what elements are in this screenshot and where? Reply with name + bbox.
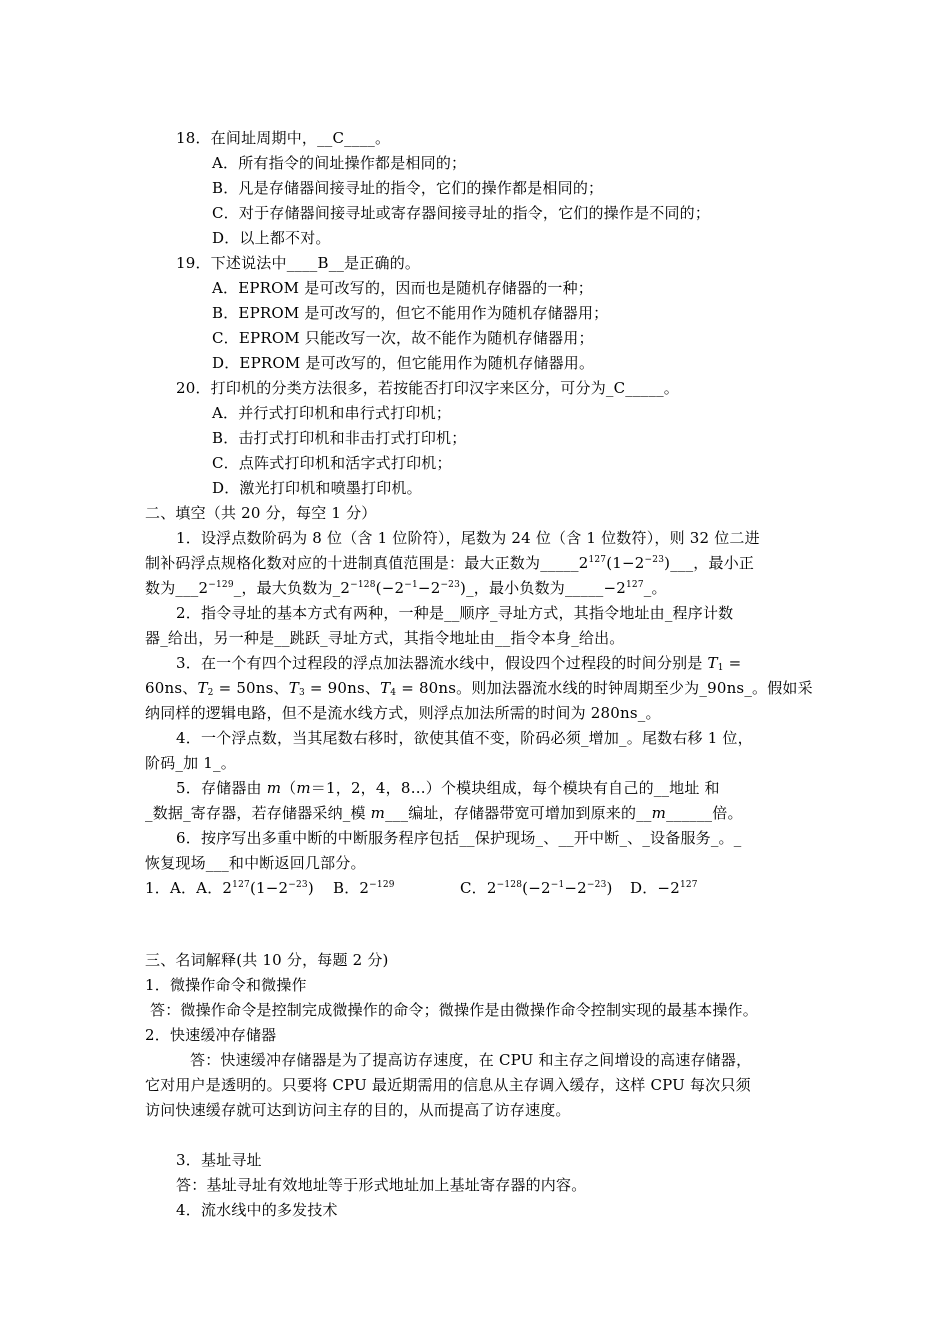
fill-5-line-1: 5．存储器由 m（m＝1，2，4，8…）个模块组成，每个模块有自己的__地址 和 [176, 779, 720, 797]
fill-4-line-2: 阶码_加 1_。 [145, 754, 236, 772]
fill-3-line-3: 纳同样的逻辑电路，但不是流水线方式，则浮点加法所需的时间为 280ns_。 [145, 704, 661, 722]
question-19-stem: 19．下述说法中____B__是正确的。 [176, 254, 421, 272]
fill-1-line-3: 数为$\_\_\_2^{-129}\_$，最大负数为$\_2^{-128}(-2^{-1}-2^{-23})\_$，最小负数为$\_\_\_\_\_-2^{127}\_$。 [145, 579, 667, 597]
question-20-option-a: A．并行式打印机和串行式打印机； [212, 404, 452, 422]
term-2-title: 2．快速缓冲存储器 [145, 1026, 277, 1044]
fill-3-line-2: 60ns、$T_2 = 50ns$、$T_3 = 90ns$、$T_4 = 80ns$。则加法器流水线的时钟周期至少为_90ns_。假如采 [145, 679, 813, 698]
fill-2-line-1: 2．指令寻址的基本方式有两种，一种是__顺序_寻址方式，其指令地址由_程序计数 [176, 604, 734, 622]
question-18-option-c: C．对于存储器间接寻址或寄存器间接寻址的指令，它们的操作是不同的； [212, 204, 711, 222]
answer-option-c: C．$2^{-128}(-2^{-1}-2^{-23})$ [460, 879, 613, 897]
fill-section-heading: 二、填空（共 20 分，每空 1 分） [145, 504, 377, 522]
question-19-option-c: C．EPROM 只能改写一次，故不能作为随机存储器用； [212, 329, 594, 347]
term-4-title: 4．流水线中的多发技术 [176, 1201, 338, 1219]
answer-option-b: B．$2^{-129}$ [333, 879, 395, 897]
question-19-option-a: A．EPROM 是可改写的，因而也是随机存储器的一种； [212, 279, 593, 297]
term-1-title: 1．微操作命令和微操作 [145, 976, 307, 994]
terms-section-heading: 三、名词解释(共 10 分，每题 2 分) [145, 951, 389, 969]
question-20-option-d: D．激光打印机和喷墨打印机。 [212, 479, 422, 497]
term-3-title: 3．基址寻址 [176, 1151, 262, 1169]
fill-1-line-1: 1．设浮点数阶码为 8 位（含 1 位阶符），尾数为 24 位（含 1 位数符），则 32 位二进 [176, 529, 760, 547]
question-20-option-b: B．击打式打印机和非击打式打印机； [212, 429, 467, 447]
question-18-stem: 18．在间址周期中，__C____。 [176, 129, 391, 147]
question-18-option-b: B．凡是存储器间接寻址的指令，它们的操作都是相同的； [212, 179, 604, 197]
question-20-stem: 20．打印机的分类方法很多，若按能否打印汉字来区分，可分为_C_____。 [176, 379, 679, 397]
term-2-answer-line-1: 答：快速缓冲存储器是为了提高访存速度，在 CPU 和主存之间增设的高速存储器， [190, 1051, 752, 1069]
fill-4-line-1: 4．一个浮点数，当其尾数右移时，欲使其值不变，阶码必须_增加_。尾数右移 1 位， [176, 729, 753, 747]
question-18-option-d: D．以上都不对。 [212, 229, 331, 247]
term-1-answer: 答：微操作命令是控制完成微操作的命令；微操作是由微操作命令控制实现的最基本操作。 [150, 1001, 759, 1019]
term-2-answer-line-3: 访问快速缓存就可达到访问主存的目的，从而提高了访存速度。 [145, 1101, 571, 1119]
term-3-answer: 答：基址寻址有效地址等于形式地址加上基址寄存器的内容。 [176, 1176, 587, 1194]
answer-option-a: 1．A．A．$2^{127}(1-2^{-23})$ [145, 879, 314, 897]
fill-1-line-2: 制补码浮点规格化数对应的十进制真值范围是：最大正数为$\_\_\_\_\_2^{127}(1-2^{-23})\_\_\_$，最小正 [145, 554, 755, 572]
question-19-option-b: B．EPROM 是可改写的，但它不能用作为随机存储器用； [212, 304, 609, 322]
fill-5-line-2: _数据_寄存器，若存储器采纳_模 m___编址，存储器带宽可增加到原来的__m______倍。 [145, 804, 743, 822]
fill-3-line-1: 3．在一个有四个过程段的浮点加法器流水线中，假设四个过程段的时间分别是 $T_1$ = [176, 654, 742, 673]
fill-2-line-2: 器_给出，另一种是__跳跃_寻址方式，其指令地址由__指令本身_给出。 [145, 629, 625, 647]
question-19-option-d: D．EPROM 是可改写的，但它能用作为随机存储器用。 [212, 354, 595, 372]
question-18-option-a: A．所有指令的间址操作都是相同的； [212, 154, 467, 172]
answer-option-d: D．$-2^{127}$ [630, 879, 698, 897]
fill-6-line-2: 恢复现场___和中断返回几部分。 [145, 854, 366, 872]
term-2-answer-line-2: 它对用户是透明的。只要将 CPU 最近期需用的信息从主存调入缓存，这样 CPU 每次只须 [145, 1076, 751, 1094]
question-20-option-c: C．点阵式打印机和活字式打印机； [212, 454, 452, 472]
fill-6-line-1: 6．按序写出多重中断的中断服务程序包括__保护现场_、__开中断_、_设备服务_。_ [176, 829, 742, 847]
